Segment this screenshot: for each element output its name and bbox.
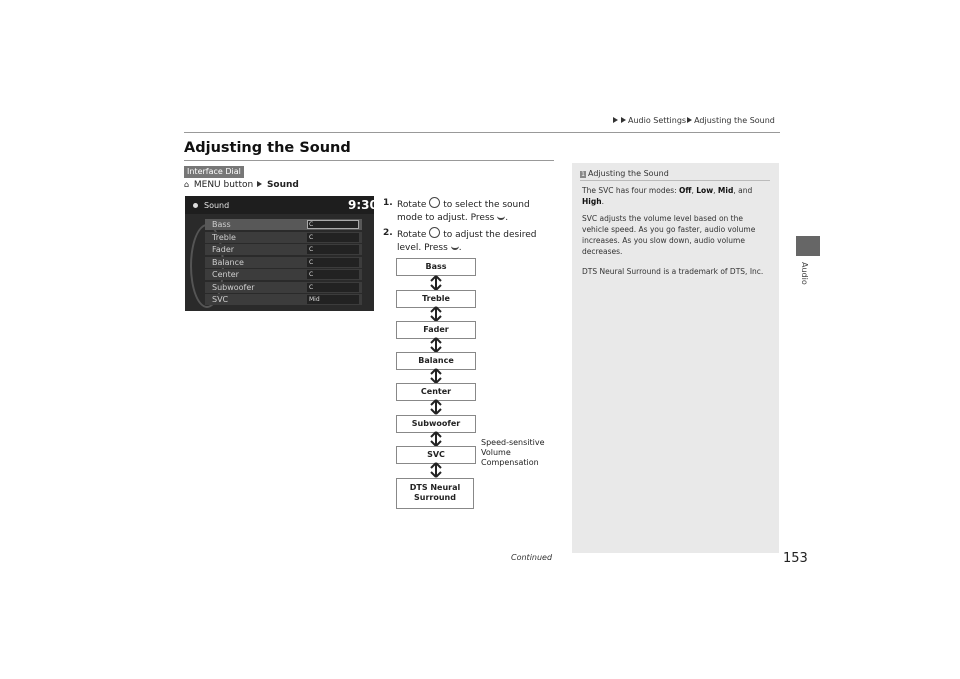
level-box bbox=[307, 233, 359, 242]
up-down-arrow-icon bbox=[429, 368, 443, 384]
interface-dial-icon bbox=[429, 197, 440, 208]
sound-row-label: Balance bbox=[212, 258, 244, 267]
level-box bbox=[307, 270, 359, 279]
header-rule bbox=[184, 132, 780, 133]
sound-row-label: Bass bbox=[212, 220, 231, 229]
sound-row-bass[interactable] bbox=[205, 219, 362, 230]
continued-label: Continued bbox=[511, 553, 553, 562]
screen-dot-icon bbox=[193, 203, 198, 208]
sound-row-value: C bbox=[309, 221, 314, 228]
mode-mid: Mid bbox=[717, 186, 734, 195]
note-paragraph-modes: The SVC has four modes: Off, Low, Mid, and High. bbox=[582, 186, 753, 206]
sound-row-treble[interactable] bbox=[205, 232, 362, 243]
page-title: Adjusting the Sound bbox=[184, 140, 351, 156]
sound-row-label: Fader bbox=[212, 245, 235, 254]
triangle-icon bbox=[257, 181, 262, 187]
interface-tag: Interface Dial bbox=[184, 166, 244, 178]
step-text: . bbox=[458, 243, 462, 253]
flow-box-center: Center bbox=[396, 383, 476, 401]
note-heading bbox=[580, 169, 669, 178]
up-down-arrow-icon bbox=[429, 462, 443, 478]
flow-box-fader: Fader bbox=[396, 321, 476, 339]
page-number: 153 bbox=[783, 551, 808, 566]
sound-row-value: C bbox=[309, 271, 314, 278]
step-text: to select the sound mode to adjust. Press bbox=[397, 200, 530, 223]
screen-clock: 9:30 bbox=[348, 198, 378, 212]
breadcrumb bbox=[612, 116, 775, 125]
sound-row-value: C bbox=[309, 246, 314, 253]
sound-row-value: Mid bbox=[309, 296, 320, 303]
step-text: Rotate bbox=[397, 200, 427, 210]
sound-row-fader[interactable] bbox=[205, 244, 362, 255]
note-heading-text: Adjusting the Sound bbox=[588, 169, 669, 178]
flow-box-dts: DTS Neural Surround bbox=[396, 478, 474, 509]
up-down-arrow-icon bbox=[429, 275, 443, 291]
breadcrumb-item[interactable]: Audio Settings bbox=[628, 116, 687, 125]
title-rule bbox=[184, 160, 554, 161]
sound-row-label: Treble bbox=[212, 233, 236, 242]
flow-box-treble: Treble bbox=[396, 290, 476, 308]
level-box bbox=[307, 245, 359, 254]
step-text: . bbox=[505, 213, 509, 223]
mode-low: Low bbox=[696, 186, 714, 195]
level-box bbox=[307, 283, 359, 292]
sound-row-balance[interactable] bbox=[205, 257, 362, 268]
breadcrumb-item[interactable]: Adjusting the Sound bbox=[694, 116, 775, 125]
flow-box-bass: Bass bbox=[396, 258, 476, 276]
press-dial-icon bbox=[451, 241, 459, 250]
step-text: to adjust the desired level. Press bbox=[397, 230, 537, 253]
level-box bbox=[307, 258, 359, 267]
step-number: 1. bbox=[383, 198, 393, 208]
note-paragraph-svc: SVC adjusts the volume level based on the vehicle speed. As you go faster, audio volume increases. As you slow down, audio volume decreases. bbox=[582, 214, 756, 256]
sound-row-subwoofer[interactable] bbox=[205, 282, 362, 293]
triangle-icon bbox=[621, 117, 626, 123]
triangle-icon bbox=[687, 117, 692, 123]
sound-row-svc[interactable] bbox=[205, 294, 362, 305]
flow-box-balance: Balance bbox=[396, 352, 476, 370]
note-badge-icon: 1 bbox=[581, 171, 585, 178]
menu-button-label: MENU button bbox=[193, 180, 254, 190]
svc-description: Speed-sensitive Volume Compensation bbox=[481, 438, 545, 467]
note-paragraph-dts: DTS Neural Surround is a trademark of DTS, Inc. bbox=[582, 267, 764, 276]
sound-row-label: Subwoofer bbox=[212, 283, 255, 292]
section-tab-label: Audio bbox=[800, 262, 809, 285]
sound-row-label: Center bbox=[212, 270, 239, 279]
menu-path bbox=[184, 180, 299, 190]
interface-dial-icon bbox=[429, 227, 440, 238]
note-rule bbox=[580, 180, 770, 181]
mode-high: High bbox=[582, 197, 602, 206]
triangle-icon bbox=[613, 117, 618, 123]
mode-off: Off bbox=[679, 186, 692, 195]
step-number: 2. bbox=[383, 228, 393, 238]
audio-screen bbox=[185, 196, 378, 311]
sound-row-value: C bbox=[309, 284, 314, 291]
sound-row-center[interactable] bbox=[205, 269, 362, 280]
screen-title: Sound bbox=[204, 201, 230, 210]
flow-box-subwoofer: Subwoofer bbox=[396, 415, 476, 433]
note-panel bbox=[572, 163, 779, 553]
home-icon: ⌂ bbox=[184, 180, 190, 189]
step-text: Rotate bbox=[397, 230, 427, 240]
up-down-arrow-icon bbox=[429, 399, 443, 415]
up-down-arrow-icon bbox=[429, 337, 443, 353]
up-down-arrow-icon bbox=[429, 431, 443, 447]
menu-item-label: Sound bbox=[266, 180, 299, 190]
sound-row-value: C bbox=[309, 234, 314, 241]
up-down-arrow-icon bbox=[429, 306, 443, 322]
sound-row-label: SVC bbox=[212, 295, 229, 304]
level-box bbox=[307, 220, 359, 229]
flow-box-svc: SVC bbox=[396, 446, 476, 464]
sound-row-value: C bbox=[309, 259, 314, 266]
section-tab-marker bbox=[796, 236, 820, 256]
